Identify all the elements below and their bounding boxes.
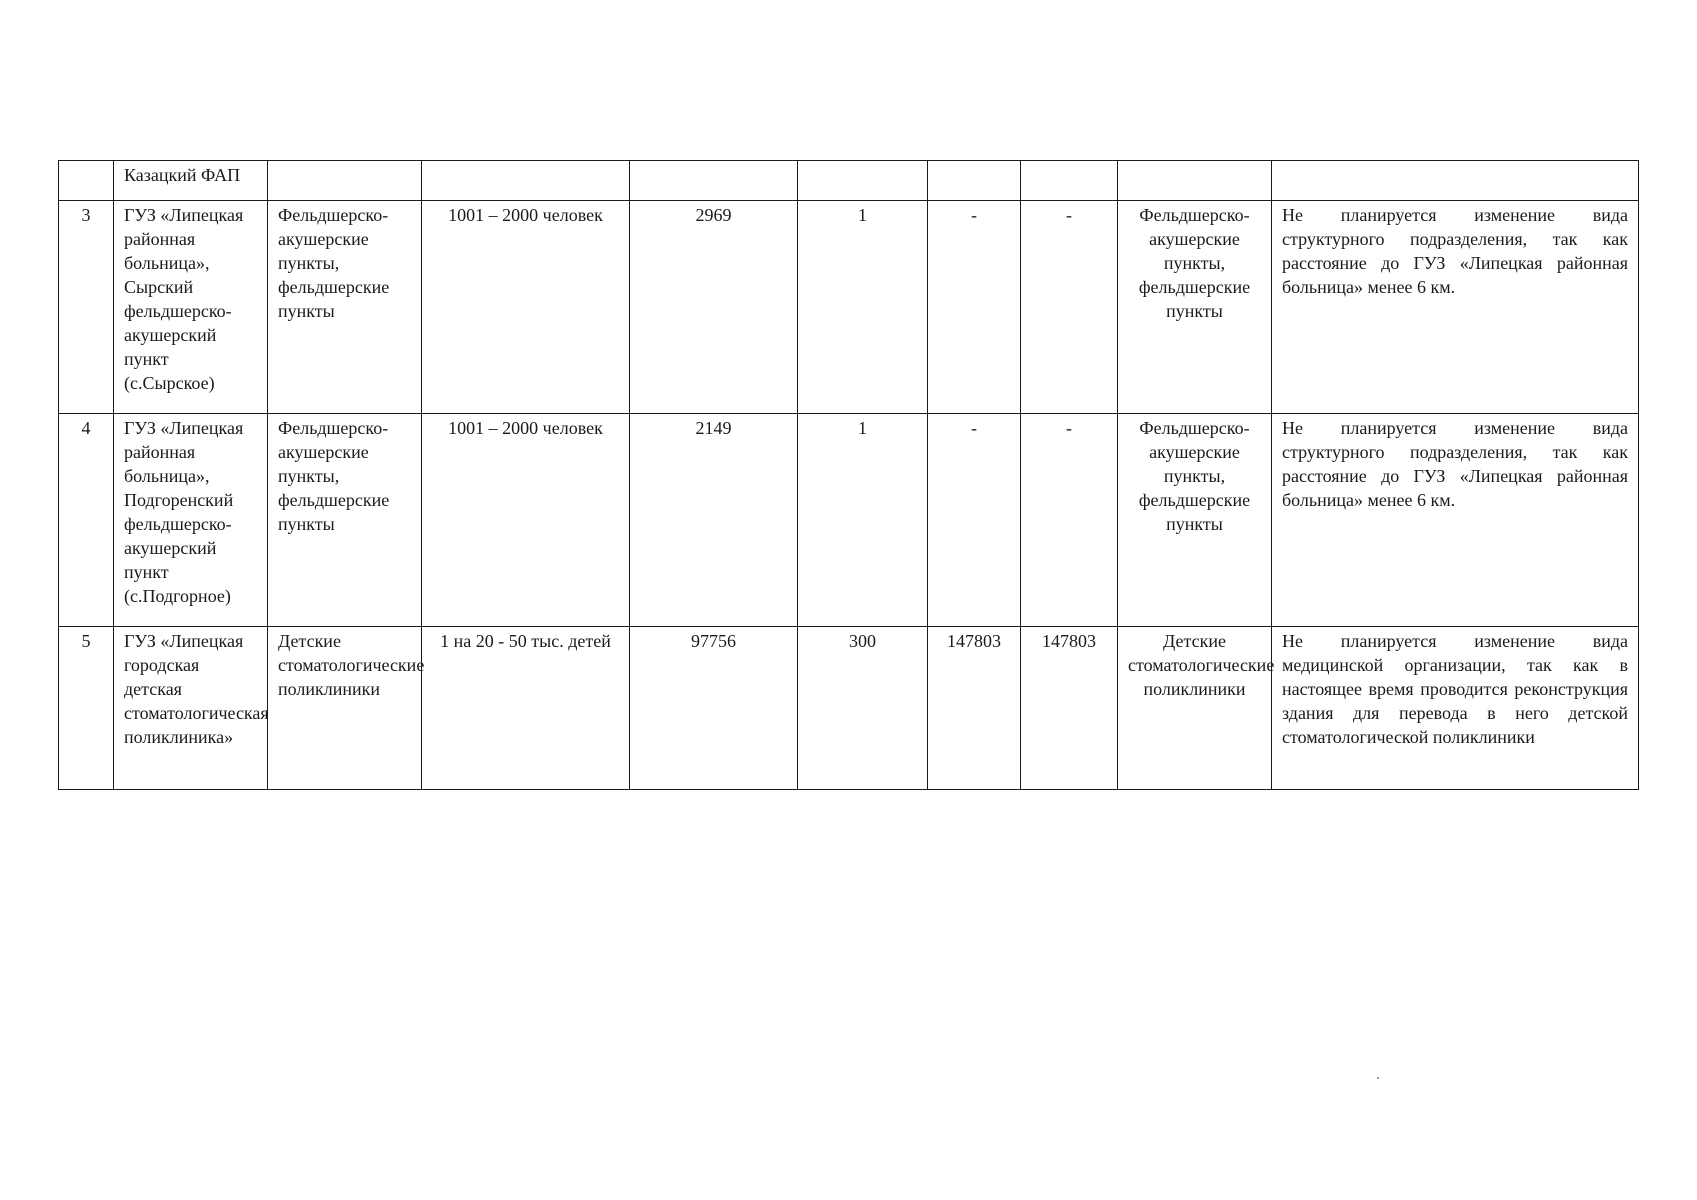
row-number-cell [59, 161, 114, 201]
organization-name-cell: ГУЗ «Липецкая районная больница», Подгоренский фельдшерско-акушерский пункт (с.Подгорное) [114, 414, 268, 627]
norm-cell [422, 161, 630, 201]
population-cell: 2149 [630, 414, 798, 627]
table-row [59, 414, 1639, 627]
organization-name-cell: Казацкий ФАП [114, 161, 268, 201]
recommended-type-cell: Фельдшерско-акушерские пункты, фельдшерские пункты [1118, 414, 1272, 627]
population-cell [630, 161, 798, 201]
facilities-table [58, 160, 1639, 790]
need-cell: 1 [798, 201, 928, 414]
norm-cell: 1 на 20 - 50 тыс. детей [422, 627, 630, 790]
row-number-cell: 5 [59, 627, 114, 790]
norm-cell: 1001 – 2000 человек [422, 201, 630, 414]
scan-speck [1377, 1077, 1379, 1079]
value-2-cell [1021, 161, 1118, 201]
facility-type-cell: Детские стоматологические поликлиники [268, 627, 422, 790]
recommended-type-cell: Детские стоматологические поликлиники [1118, 627, 1272, 790]
facility-type-cell: Фельдшерско-акушерские пункты, фельдшерские пункты [268, 414, 422, 627]
note-cell [1272, 161, 1639, 201]
need-cell [798, 161, 928, 201]
population-cell: 2969 [630, 201, 798, 414]
need-cell: 1 [798, 414, 928, 627]
value-2-cell: - [1021, 201, 1118, 414]
note-cell: Не планируется изменение вида структурного подразделения, так как расстояние до ГУЗ «Липецкая районная больница» менее 6 км. [1272, 201, 1639, 414]
note-cell: Не планируется изменение вида структурного подразделения, так как расстояние до ГУЗ «Липецкая районная больница» менее 6 км. [1272, 414, 1639, 627]
value-1-cell: 147803 [928, 627, 1021, 790]
row-number-cell: 3 [59, 201, 114, 414]
value-2-cell: - [1021, 414, 1118, 627]
recommended-type-cell [1118, 161, 1272, 201]
table-row [59, 161, 1639, 201]
population-cell: 97756 [630, 627, 798, 790]
organization-name-cell: ГУЗ «Липецкая городская детская стоматологическая поликлиника» [114, 627, 268, 790]
facility-type-cell [268, 161, 422, 201]
table-row [59, 627, 1639, 790]
value-1-cell [928, 161, 1021, 201]
value-2-cell: 147803 [1021, 627, 1118, 790]
recommended-type-cell: Фельдшерско-акушерские пункты, фельдшерские пункты [1118, 201, 1272, 414]
row-number-cell: 4 [59, 414, 114, 627]
value-1-cell: - [928, 201, 1021, 414]
facility-type-cell: Фельдшерско-акушерские пункты, фельдшерские пункты [268, 201, 422, 414]
norm-cell: 1001 – 2000 человек [422, 414, 630, 627]
value-1-cell: - [928, 414, 1021, 627]
note-cell: Не планируется изменение вида медицинской организации, так как в настоящее время проводится реконструкция здания для перевода в него детской стоматологической поликлиники [1272, 627, 1639, 790]
need-cell: 300 [798, 627, 928, 790]
organization-name-cell: ГУЗ «Липецкая районная больница», Сырский фельдшерско-акушерский пункт (с.Сырское) [114, 201, 268, 414]
table-row [59, 201, 1639, 414]
